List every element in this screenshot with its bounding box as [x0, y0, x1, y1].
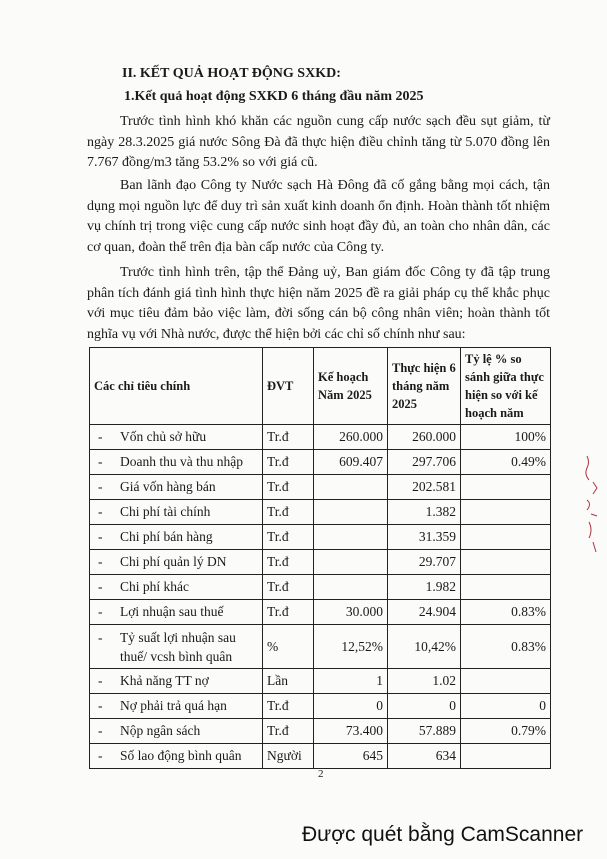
row-bullet: -: [98, 529, 103, 544]
header-done: Thực hiện 6 tháng năm 2025: [388, 348, 461, 425]
indicator-done: 31.359: [388, 525, 461, 550]
indicator-unit: Tr.đ: [263, 550, 314, 575]
indicator-label: Chi phí khác: [120, 579, 189, 594]
table-row: [90, 475, 551, 500]
indicator-rate: [461, 525, 551, 550]
indicator-rate: 100%: [461, 425, 551, 450]
indicator-plan: 609.407: [314, 450, 388, 475]
indicator-name: [90, 744, 263, 769]
paragraph-2: Ban lãnh đạo Công ty Nước sạch Hà Đông đã cố gắng bằng mọi cách, tận dụng mọi nguồn lực để duy trì sản xuất kinh doanh ổn định. Hoàn thành tốt nhiệm vụ chính trị trong việc cung cấp nước sinh hoạt đầy đủ, an toàn cho nhân dân, các cơ quan, đoàn thể trên địa bàn cấp nước của Công ty.: [87, 178, 550, 255]
indicator-name: [90, 694, 263, 719]
indicator-name: [90, 450, 263, 475]
indicator-unit: Tr.đ: [263, 694, 314, 719]
indicator-label: Lợi nhuận sau thuế: [120, 604, 224, 619]
indicator-done: 1.982: [388, 575, 461, 600]
indicator-label: Chi phí tài chính: [120, 504, 211, 519]
indicator-plan: 645: [314, 744, 388, 769]
table-row: [90, 744, 551, 769]
indicator-plan: 12,52%: [314, 625, 388, 669]
indicator-name: [90, 500, 263, 525]
indicator-rate: 0.83%: [461, 600, 551, 625]
indicator-plan: 0: [314, 694, 388, 719]
indicator-label: Khả năng TT nợ: [120, 673, 209, 688]
indicator-plan: 30.000: [314, 600, 388, 625]
indicator-plan: [314, 575, 388, 600]
indicator-rate: 0.49%: [461, 450, 551, 475]
indicator-plan: 73.400: [314, 719, 388, 744]
table-row: [90, 669, 551, 694]
indicator-plan: 1: [314, 669, 388, 694]
indicator-rate: [461, 669, 551, 694]
indicator-rate: [461, 500, 551, 525]
indicator-label: Nộp ngân sách: [120, 723, 201, 738]
indicator-plan: [314, 525, 388, 550]
table-body: [90, 425, 551, 769]
indicator-done: 634: [388, 744, 461, 769]
indicator-label: Số lao động bình quân: [120, 748, 242, 763]
indicator-done: 10,42%: [388, 625, 461, 669]
row-bullet: -: [98, 698, 103, 713]
indicator-done: 297.706: [388, 450, 461, 475]
indicator-rate: [461, 550, 551, 575]
indicator-name: [90, 575, 263, 600]
indicator-unit: Tr.đ: [263, 600, 314, 625]
indicator-name: [90, 625, 263, 669]
indicator-rate: [461, 744, 551, 769]
indicator-unit: Tr.đ: [263, 575, 314, 600]
table-header-row: [90, 348, 551, 425]
table-row: [90, 500, 551, 525]
page-number: 2: [318, 768, 324, 780]
table-row: [90, 450, 551, 475]
table-row: [90, 575, 551, 600]
table-row: [90, 550, 551, 575]
indicator-rate: 0.83%: [461, 625, 551, 669]
indicator-label: Tỷ suất lợi nhuận sau thuế/ vcsh bình quân: [120, 629, 236, 664]
indicator-unit: Lần: [263, 669, 314, 694]
indicator-name: [90, 425, 263, 450]
indicator-done: 260.000: [388, 425, 461, 450]
section-title: II. KẾT QUẢ HOẠT ĐỘNG SXKD:: [122, 66, 341, 81]
indicator-label: Doanh thu và thu nhập: [120, 454, 243, 469]
indicators-table: [89, 347, 551, 769]
indicator-name: [90, 669, 263, 694]
paragraph-1: Trước tình hình khó khăn các nguồn cung cấp nước sạch đều sụt giảm, từ ngày 28.3.2025 giá nước Sông Đà đã thực hiện điều chỉnh tăng từ 5.070 đồng lên 7.767 đồng/m3 tăng 53.2% so với giá cũ.: [87, 114, 550, 170]
indicator-rate: 0: [461, 694, 551, 719]
row-bullet: -: [98, 604, 103, 619]
indicator-done: 24.904: [388, 600, 461, 625]
indicator-name: [90, 600, 263, 625]
indicator-label: Chi phí bán hàng: [120, 529, 213, 544]
paragraph-3: Trước tình hình trên, tập thể Đảng uỷ, Ban giám đốc Công ty đã tập trung phân tích đánh giá tình hình thực hiện năm 2025 đề ra giải pháp cụ thể khắc phục với mục tiêu đảm bảo việc làm, đời sống cán bộ công nhân viên; hoàn thành tốt nghĩa vụ với Nhà nước, được thể hiện bởi các chỉ số chính như sau:: [87, 265, 550, 342]
indicator-name: [90, 525, 263, 550]
indicator-name: [90, 475, 263, 500]
row-bullet: -: [98, 629, 103, 645]
row-bullet: -: [98, 479, 103, 494]
indicator-unit: Tr.đ: [263, 719, 314, 744]
indicator-done: 57.889: [388, 719, 461, 744]
subsection-title: 1.Kết quả hoạt động SXKD 6 tháng đầu năm 2025: [124, 89, 424, 104]
indicator-label: Nợ phải trả quá hạn: [120, 698, 227, 713]
header-name: Các chỉ tiêu chính: [90, 348, 263, 425]
header-rate: Tỷ lệ % so sánh giữa thực hiện so với kế hoạch năm: [461, 348, 551, 425]
header-unit: ĐVT: [263, 348, 314, 425]
header-plan: Kế hoạch Năm 2025: [314, 348, 388, 425]
scanner-watermark: Được quét bằng CamScanner: [302, 823, 584, 846]
indicator-label: Vốn chủ sở hữu: [120, 429, 207, 444]
row-bullet: -: [98, 554, 103, 569]
indicator-plan: [314, 475, 388, 500]
table-row: [90, 600, 551, 625]
indicator-unit: Tr.đ: [263, 525, 314, 550]
indicator-done: 1.382: [388, 500, 461, 525]
indicator-unit: Người: [263, 744, 314, 769]
indicator-done: 0: [388, 694, 461, 719]
indicator-plan: [314, 500, 388, 525]
indicator-done: 1.02: [388, 669, 461, 694]
table-row: [90, 694, 551, 719]
indicator-unit: Tr.đ: [263, 425, 314, 450]
table-row: [90, 719, 551, 744]
indicator-unit: Tr.đ: [263, 450, 314, 475]
indicator-unit: Tr.đ: [263, 475, 314, 500]
indicator-name: [90, 550, 263, 575]
row-bullet: -: [98, 673, 103, 688]
indicator-rate: [461, 475, 551, 500]
row-bullet: -: [98, 454, 103, 469]
indicator-label: Giá vốn hàng bán: [120, 479, 216, 494]
row-bullet: -: [98, 579, 103, 594]
indicator-plan: 260.000: [314, 425, 388, 450]
row-bullet: -: [98, 723, 103, 738]
row-bullet: -: [98, 748, 103, 763]
indicator-unit: Tr.đ: [263, 500, 314, 525]
table-row: [90, 625, 551, 669]
indicator-rate: [461, 575, 551, 600]
row-bullet: -: [98, 504, 103, 519]
margin-stamp-mark: [581, 452, 603, 556]
indicator-plan: [314, 550, 388, 575]
table-row: [90, 425, 551, 450]
indicator-done: 202.581: [388, 475, 461, 500]
indicator-done: 29.707: [388, 550, 461, 575]
indicator-name: [90, 719, 263, 744]
indicator-label: Chi phí quản lý DN: [120, 554, 227, 569]
row-bullet: -: [98, 429, 103, 444]
table-row: [90, 525, 551, 550]
indicator-rate: 0.79%: [461, 719, 551, 744]
indicator-unit: %: [263, 625, 314, 669]
